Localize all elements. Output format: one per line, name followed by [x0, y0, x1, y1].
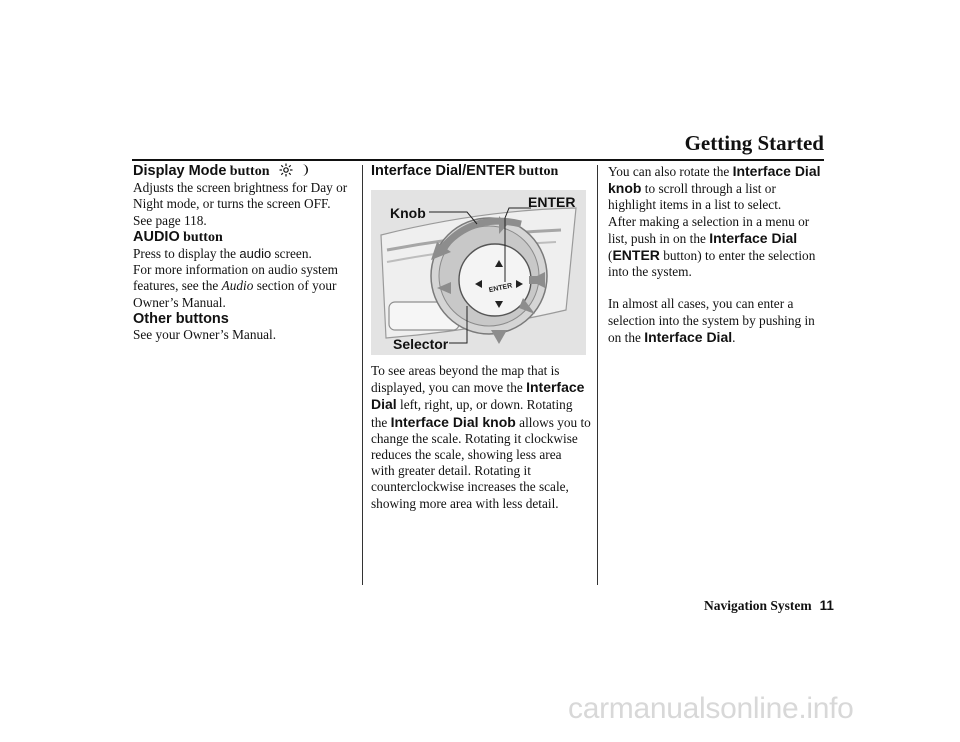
other-buttons-heading: Other buttons: [133, 310, 229, 327]
dial-paragraph-line: displayed, you can move the Interface: [371, 379, 585, 396]
enter-paragraph-line: on the Interface Dial.: [608, 328, 736, 345]
rotate-paragraph-line: knob to scroll through a list or: [608, 180, 776, 197]
watermark: carmanualsonline.info: [568, 692, 854, 725]
column-right: [608, 163, 830, 346]
page-number: 11: [819, 598, 834, 613]
column-left: [133, 163, 353, 343]
column-middle-text: [371, 363, 593, 512]
dial-paragraph-line: the Interface Dial knob allows you to: [371, 413, 591, 430]
audio-line: Press to display the audio screen.: [133, 246, 312, 262]
moon-icon: [299, 163, 309, 177]
column-divider-1: [362, 165, 363, 585]
display-mode-line: See page 118.: [133, 212, 207, 228]
rotate-paragraph-line: You can also rotate the Interface Dial: [608, 163, 821, 179]
display-mode-line: Night mode, or turns the screen OFF.: [133, 196, 331, 212]
enter-label: ENTER: [528, 194, 576, 210]
audio-line: features, see the Audio section of your: [133, 278, 337, 294]
dial-paragraph-line: reduces the scale, showing less area: [371, 447, 562, 463]
footer-section: Navigation System: [704, 598, 812, 613]
display-mode-heading: Display Mode button: [133, 163, 353, 180]
rotate-paragraph-line: into the system.: [608, 264, 692, 280]
dial-enter-text: ENTER: [488, 282, 513, 295]
rotate-paragraph-line: list, push in on the Interface Dial: [608, 229, 798, 246]
column-middle: [371, 163, 593, 180]
dial-paragraph-line: Dial left, right, up, or down. Rotating: [371, 396, 573, 413]
dial-paragraph-line: change the scale. Rotating it clockwise: [371, 430, 578, 446]
enter-paragraph-line: selection into the system by pushing in: [608, 312, 815, 328]
dial-paragraph-line: To see areas beyond the map that is: [371, 363, 560, 378]
audio-heading: AUDIO button: [133, 228, 223, 245]
dial-paragraph-line: with greater detail. Rotating it: [371, 463, 531, 479]
dial-paragraph-line: counterclockwise increases the scale,: [371, 479, 569, 495]
knob-label: Knob: [390, 205, 426, 221]
interface-dial-heading: Interface Dial/ENTER button: [371, 163, 559, 179]
interface-dial-figure: [371, 190, 586, 355]
header-rule: [132, 159, 824, 161]
other-buttons-line: See your Owner’s Manual.: [133, 327, 277, 343]
audio-line: Owner’s Manual.: [133, 294, 226, 310]
rotate-paragraph-line: highlight items in a list to select.: [608, 197, 782, 213]
column-divider-2: [597, 165, 598, 585]
dial-paragraph-line: showing more area with less detail.: [371, 495, 559, 511]
rotate-paragraph-line: (ENTER button) to enter the selection: [608, 247, 816, 264]
display-mode-line: Adjusts the screen brightness for Day or: [133, 180, 348, 196]
enter-paragraph-line: In almost all cases, you can enter a: [608, 296, 794, 312]
page-title: Getting Started: [684, 131, 824, 155]
page-footer: [704, 598, 834, 614]
sun-icon: [279, 163, 293, 177]
audio-line: For more information on audio system: [133, 262, 338, 278]
selector-label: Selector: [393, 336, 449, 352]
rotate-paragraph-line: After making a selection in a menu or: [608, 213, 810, 229]
